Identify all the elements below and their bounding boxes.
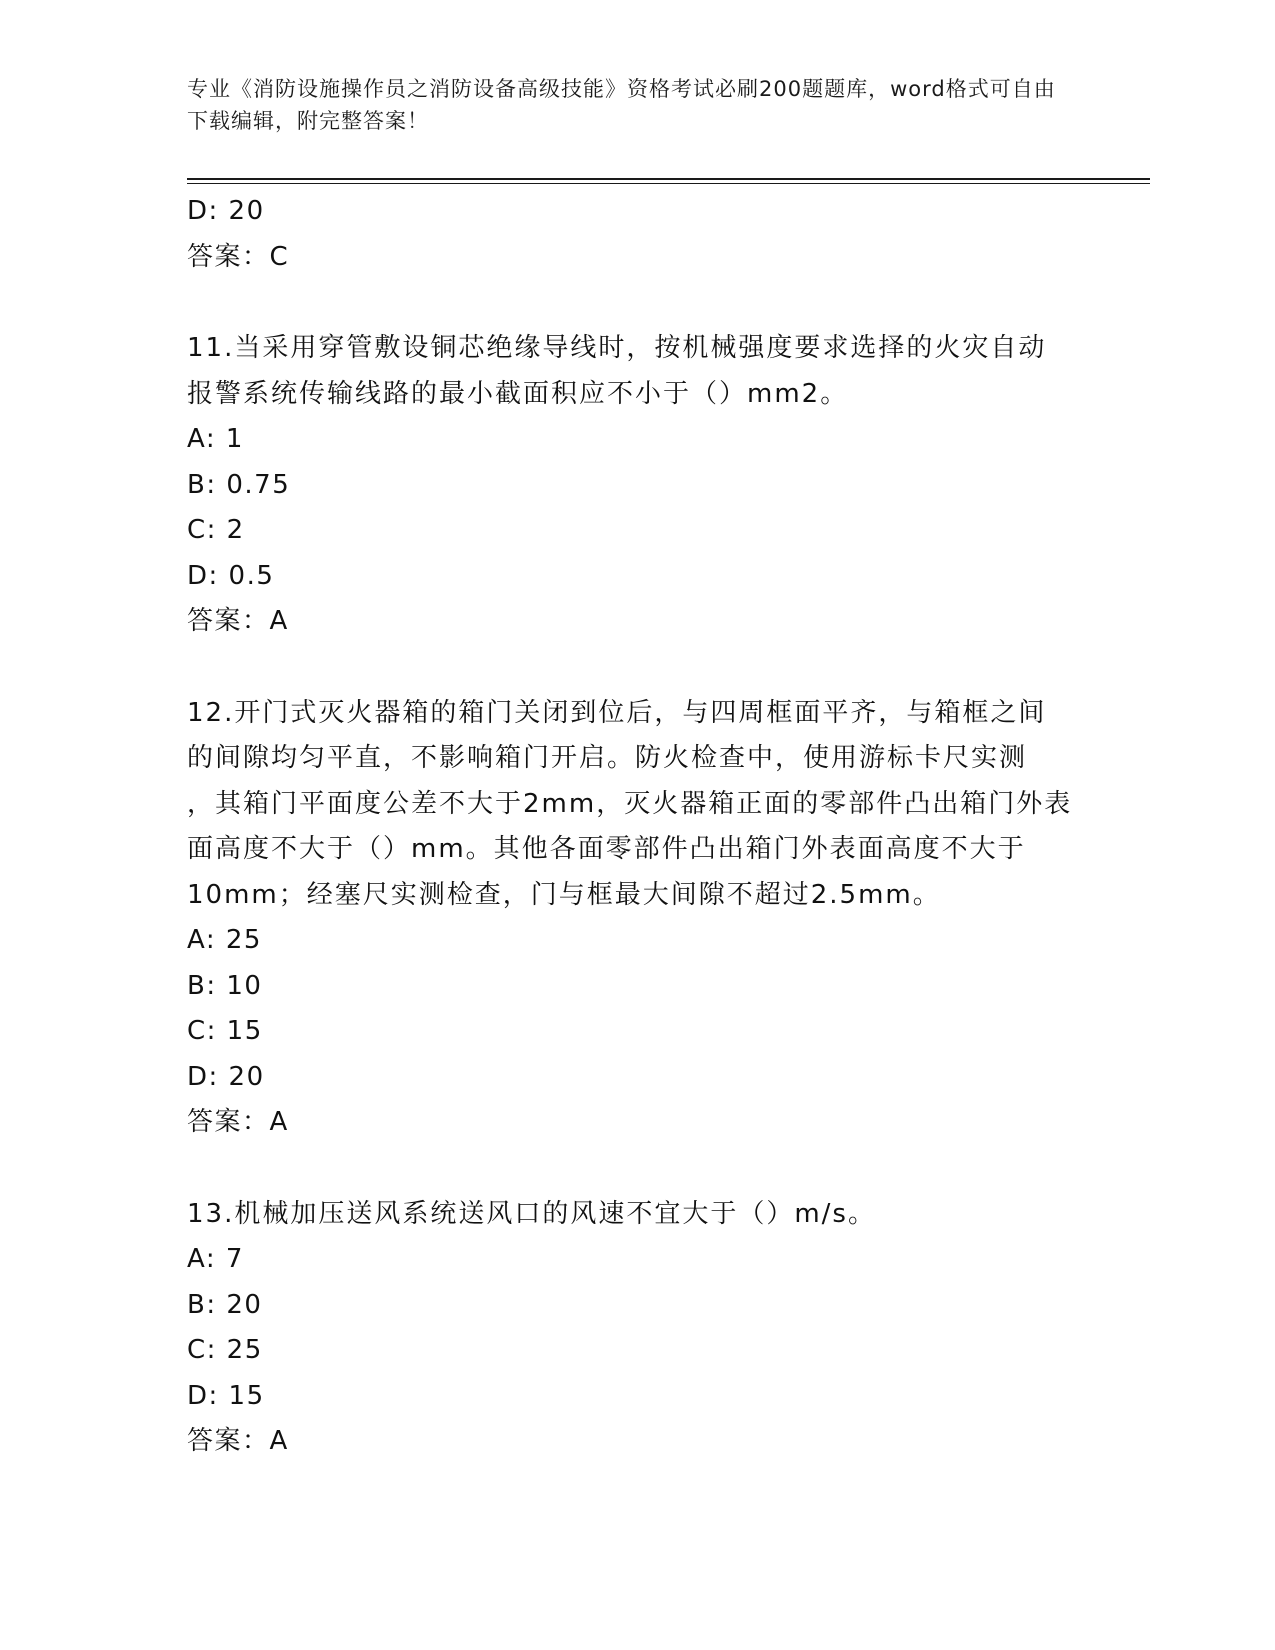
option-c: C: 15 — [187, 1016, 263, 1046]
option-d: D: 0.5 — [187, 560, 275, 591]
option-c: C: 25 — [187, 1335, 263, 1365]
question-11 — [187, 326, 1087, 645]
question-stem-line: 面高度不大于（）mm。其他各面零部件凸出箱门外表面高度不大于 — [187, 834, 1026, 864]
question-stem-line: ，其箱门平面度公差不大于2mm，灭火器箱正面的零部件凸出箱门外表 — [187, 788, 1073, 819]
question-stem-line: 的间隙均匀平直，不影响箱门开启。防火检查中，使用游标卡尺实测 — [187, 743, 1028, 773]
option-d: D: 15 — [187, 1380, 265, 1411]
option-a: A: 25 — [187, 925, 262, 955]
question-12 — [187, 691, 1087, 1146]
option-a: A: 1 — [187, 424, 244, 454]
question-stem-line: 13.机械加压送风系统送风口的风速不宜大于（）m/s。 — [187, 1198, 876, 1229]
answer: 答案：A — [187, 1426, 289, 1456]
option-d: D: 20 — [187, 1061, 265, 1092]
question-content — [187, 189, 1087, 1465]
header-rule-thin — [187, 183, 1150, 184]
question-stem-line: 11.当采用穿管敷设铜芯绝缘导线时，按机械强度要求选择的火灾自动 — [187, 333, 1047, 363]
question-13 — [187, 1192, 1087, 1465]
question-stem-line: 12.开门式灭火器箱的箱门关闭到位后，与四周框面平齐，与箱框之间 — [187, 697, 1047, 728]
header-rule-thick — [187, 178, 1150, 180]
answer: 答案：A — [187, 1107, 289, 1137]
option-b: B: 0.75 — [187, 469, 291, 500]
question-stem-line: 10mm；经塞尺实测检查，门与框最大间隙不超过2.5mm。 — [187, 879, 941, 910]
option-b: B: 10 — [187, 970, 263, 1001]
option-a: A: 7 — [187, 1244, 244, 1274]
option-c: C: 2 — [187, 515, 245, 545]
option-b: B: 20 — [187, 1289, 263, 1320]
answer: 答案：A — [187, 606, 289, 636]
prev-option-d: D: 20 — [187, 196, 265, 226]
question-stem-line: 报警系统传输线路的最小截面积应不小于（）mm2。 — [187, 378, 849, 409]
document-header: 专业《消防设施操作员之消防设备高级技能》资格考试必刷200题题库，word格式可自由下载编辑，附完整答案！ — [187, 77, 1056, 133]
prev-answer: 答案：C — [187, 241, 290, 272]
